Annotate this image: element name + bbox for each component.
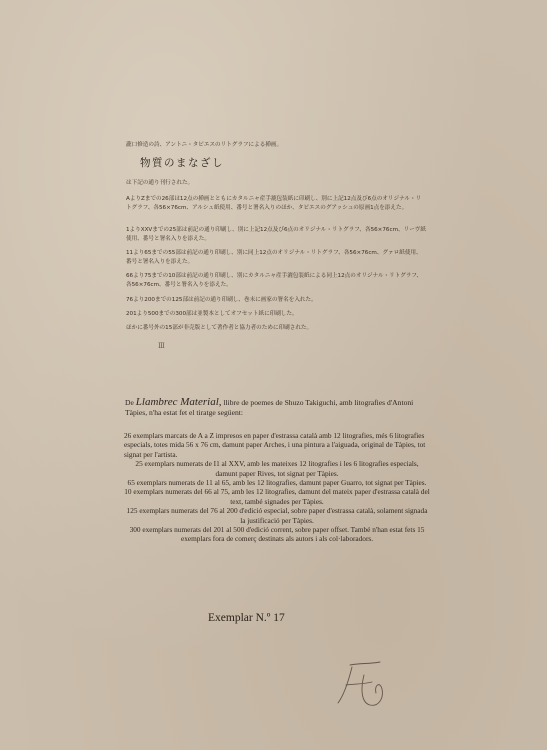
catalan-intro (125, 397, 425, 418)
book-title: Llambrec Material, (135, 396, 222, 408)
japanese-paragraph: 201より500までの300部は並製本としてオフセット紙に印刷した。 (126, 311, 298, 317)
japanese-paragraph: 1よりⅩⅩⅤまでの25部は前記の通り印刷し、別に上記12点及び6点のオリジナル・リトグラフ、各56×76cm、リーヴ紙使用、番号と署名入りを添えた。 (126, 227, 426, 242)
edition-line: 125 exemplars numerats del 76 al 200 d'edició especial, sobre paper d'estrassa català, solament signada la justificació per Tàpies. (126, 506, 428, 525)
intro-prefix: De (125, 398, 136, 407)
artist-signature (330, 655, 400, 715)
japanese-paragraph: 66より75までの10部は前記の通り印刷し、別にカタルニャ産手漉包装紙による同上12点のオリジナル・リトグラフ、各56×76cm、番号と署名入りを添えた。 (126, 273, 423, 288)
seal-stamp: Ⅲ (158, 342, 165, 350)
japanese-paragraph: 11より65までの55部は前記の通り印刷し、別に同上12点のオリジナル・リトグラフ、各56×76cm、グァロ紙使用、番号と署名入りを添えた。 (126, 250, 422, 265)
japanese-intro: は下記の通り刊行された。 (126, 180, 194, 186)
edition-list (124, 431, 430, 544)
japanese-header: 瀧口修造の詩、アントニ・タピエスのリトグラフによる挿画。 (126, 142, 283, 148)
edition-line: 10 exemplars numerats del 66 al 75, amb les 12 litografies, damunt del mateix paper d'estrassa català del text, també signades per Tàpies. (124, 487, 430, 506)
edition-line: 25 exemplars numerats de I1 al XXV, amb les mateixes 12 litografies i les 6 litografies especials, damunt paper Rives, tot signat per Tàpies. (135, 459, 419, 478)
japanese-paragraph: 76より200までの125部は前記の通り印刷し、巻末に画家の署名を入れた。 (126, 297, 317, 303)
exemplar-number: Exemplar N.º 17 (208, 612, 285, 624)
edition-line: 65 exemplars numerats de 11 al 65, amb les 12 litografies, damunt paper Guarro, tot signat per Tàpies. (127, 478, 427, 488)
edition-line: 26 exemplars marcats de A a Z impresos en paper d'estrassa català amb 12 litografies, més 6 litografies especials, totes mida 56 x 76 cm, damunt paper Arches, i una pintura a l'aiguada, original de Tàpies, tot signat per l'artista. (124, 431, 426, 459)
japanese-paragraph: AよりZまでの26部は12点の挿画とともにカタルニャ産手漉包装紙に印刷し、別に上記12点及び6点のオリジナル・リトグラフ、各56×76cm、アルシュ紙使用、番号と署名入りのほか、タピエスのグアッシュの原画1点を添えた。 (126, 196, 422, 211)
edition-line: 300 exemplars numerats del 201 al 500 d'edició corrent, sobre paper offset. També n'han estat fets 15 exemplars fora de comerç destinats als autors i als col·laboradors. (129, 525, 425, 544)
japanese-title: 物質のまなざし (140, 157, 224, 169)
intro-rest: llibre de poemes de Shuzo Takiguchi, amb litografies d'Antoni Tàpies, n'ha estat fet el tiratge següent: (125, 398, 414, 417)
japanese-paragraph: ほかに番号外の15部が非売版として著作者と協力者のために印刷された。 (126, 325, 313, 331)
